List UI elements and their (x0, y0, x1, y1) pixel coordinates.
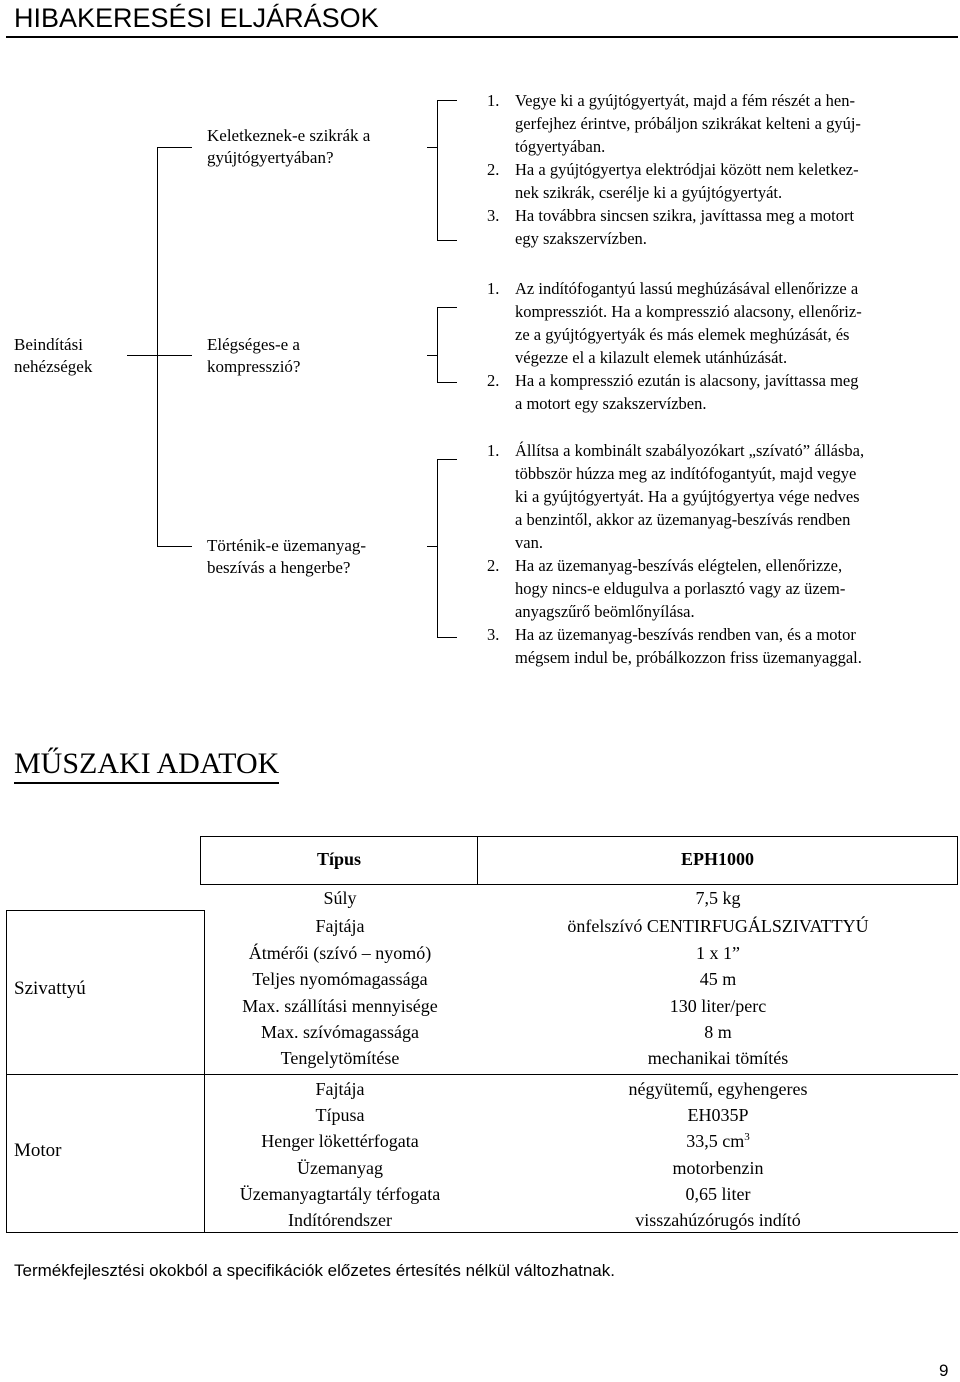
solution-step (487, 554, 957, 623)
q3-connector (427, 546, 437, 547)
spec-value: 7,5 kg (695, 888, 741, 908)
spec-label: Tengelytömítése (280, 1048, 400, 1068)
section-title-troubleshooting: HIBAKERESÉSI ELJÁRÁSOK (14, 3, 379, 33)
spec-value: négyütemű, egyhengeres (628, 1079, 808, 1099)
displacement-value: 33,5 cm (686, 1131, 745, 1151)
spec-footnote: Termékfejlesztési okokból a specifikációk előzetes értesítés nélkül változhatnak. (14, 1261, 615, 1280)
solution-spark (487, 89, 957, 250)
page-number: 9 (939, 1361, 949, 1380)
step-line: Ha továbbra sincsen szikra, javíttassa meg a motort (515, 206, 855, 225)
spec-value: mechanikai tömítés (647, 1048, 789, 1068)
s1-tick-top (437, 100, 457, 101)
step-number: 3. (487, 625, 500, 644)
questions-bracket (157, 147, 158, 547)
group-label-pump: Szivattyú (14, 978, 86, 999)
solution-step (487, 89, 957, 158)
table-header-model: EPH1000 (680, 849, 754, 869)
spec-value: 45 m (699, 969, 737, 989)
step-line: a motort egy szakszervízben. (515, 394, 707, 413)
spec-label: Üzemanyagtartály térfogata (239, 1184, 441, 1204)
step-number: 3. (487, 206, 500, 225)
step-number: 2. (487, 371, 500, 390)
spec-label: Henger lökettérfogata (261, 1131, 419, 1151)
spec-label: Teljes nyomómagassága (252, 969, 428, 989)
step-line: mégsem indul be, próbálkozzon friss üzemanyaggal. (515, 648, 862, 667)
question-line: Történik-e üzemanyag- (207, 536, 367, 555)
root-connector (127, 355, 157, 356)
step-line: Vegye ki a gyújtógyertyát, majd a fém részét a hen- (515, 91, 855, 110)
step-line: nek szikrák, cserélje ki a gyújtógyertyát. (515, 183, 783, 202)
step-line: Az indítófogantyú lassú meghúzásával ellenőrizze a (515, 279, 859, 298)
table-group-separator (6, 1074, 958, 1075)
s2-bracket (437, 307, 438, 382)
step-line: gerfejhez érintve, próbáljon szikrákat kelteni a gyúj- (515, 114, 861, 133)
step-line: ki a gyújtógyertyát. Ha a gyújtógyertya vége nedves (515, 487, 860, 506)
step-line: tógyertyában. (515, 137, 606, 156)
s1-bracket (437, 100, 438, 240)
solution-step (487, 369, 957, 415)
s3-bracket (437, 459, 438, 637)
q1-connector (427, 147, 437, 148)
spec-value-displacement (480, 1128, 956, 1154)
step-line: hogy nincs-e eldugulva a porlasztó vagy az üzem- (515, 579, 846, 598)
section-title-specs: MŰSZAKI ADATOK (14, 746, 279, 784)
spec-label: Típusa (315, 1105, 365, 1125)
title-rule (6, 36, 958, 38)
s2-tick-bottom (437, 382, 457, 383)
question-line: beszívás a hengerbe? (207, 558, 351, 577)
step-line: végezze el a kilazult elemek utánhúzását. (515, 348, 788, 367)
table-right-border (957, 836, 958, 884)
table-header-label: Típus (316, 849, 362, 869)
bracket-tick-1 (157, 147, 192, 148)
spec-value: EH035P (687, 1105, 749, 1125)
spec-value: önfelszívó CENTIRFUGÁLSZIVATTYÚ (567, 916, 869, 936)
table-outer-left (6, 910, 7, 1232)
root-label-line-1: Beindítási (14, 335, 83, 354)
step-number: 2. (487, 160, 500, 179)
spec-label: Átmérői (szívó – nyomó) (248, 943, 432, 963)
question-spark (207, 125, 370, 169)
spec-value: 130 liter/perc (669, 996, 767, 1016)
solution-step (487, 158, 957, 204)
spec-value: visszahúzórugós indító (635, 1210, 801, 1230)
s3-tick-bottom (437, 637, 457, 638)
step-line: kompressziót. Ha a kompresszió alacsony, ellenőriz- (515, 302, 862, 321)
spec-label: Fajtája (315, 1079, 365, 1099)
solution-step (487, 439, 957, 554)
spec-value: 1 x 1” (696, 943, 740, 963)
question-compression (207, 334, 300, 378)
step-line: egy szakszervízben. (515, 229, 647, 248)
s1-tick-bottom (437, 240, 457, 241)
spec-value: 8 m (704, 1022, 732, 1042)
step-number: 1. (487, 279, 500, 298)
step-line: Ha a kompresszió ezután is alacsony, javíttassa meg (515, 371, 859, 390)
step-line: ze a gyújtógyertyák és más elemek meghúzását, és (515, 325, 850, 344)
bracket-tick-2 (157, 355, 192, 356)
table-top-border (6, 910, 205, 911)
step-line: Állítsa a kombinált szabályozókart „szívató” állásba, (515, 441, 865, 460)
step-line: a benzintől, akkor az üzemanyag-beszívás rendben (515, 510, 851, 529)
question-line: Elégséges-e a (207, 335, 300, 354)
spec-label: Súly (323, 888, 357, 908)
solution-step (487, 277, 957, 369)
spec-label: Max. szállítási mennyisége (242, 996, 438, 1016)
solution-compression (487, 277, 957, 415)
question-line: gyújtógyertyában? (207, 148, 334, 167)
group-label-motor: Motor (14, 1140, 62, 1161)
step-line: Ha az üzemanyag-beszívás elégtelen, ellenőrizze, (515, 556, 843, 575)
step-number: 1. (487, 91, 500, 110)
spec-value: motorbenzin (672, 1158, 764, 1178)
step-number: 1. (487, 441, 500, 460)
solution-step (487, 623, 957, 669)
s2-tick-top (437, 307, 457, 308)
question-line: kompresszió? (207, 357, 301, 376)
q2-connector (427, 355, 437, 356)
s3-tick-top (437, 459, 457, 460)
step-line: van. (515, 533, 543, 552)
step-line: Ha az üzemanyag-beszívás rendben van, és a motor (515, 625, 856, 644)
spec-value: 0,65 liter (685, 1184, 751, 1204)
solution-fuel (487, 439, 957, 669)
displacement-unit-exponent: 3 (744, 1131, 750, 1143)
question-line: Keletkeznek-e szikrák a (207, 126, 371, 145)
bracket-tick-3 (157, 546, 192, 547)
spec-label: Fajtája (315, 916, 365, 936)
root-label-line-2: nehézségek (14, 357, 93, 376)
root-label (14, 334, 92, 378)
step-line: Ha a gyújtógyertya elektródjai között nem keletkez- (515, 160, 859, 179)
spec-label: Indítórendszer (288, 1210, 392, 1230)
step-line: többször húzza meg az indítófogantyút, majd vegye (515, 464, 857, 483)
solution-step (487, 204, 957, 250)
step-line: anyagszűrő beömlőnyílása. (515, 602, 695, 621)
table-header-top-border (200, 836, 958, 837)
step-number: 2. (487, 556, 500, 575)
spec-label: Üzemanyag (297, 1158, 383, 1178)
question-fuel (207, 535, 366, 579)
spec-label: Max. szívómagassága (261, 1022, 419, 1042)
